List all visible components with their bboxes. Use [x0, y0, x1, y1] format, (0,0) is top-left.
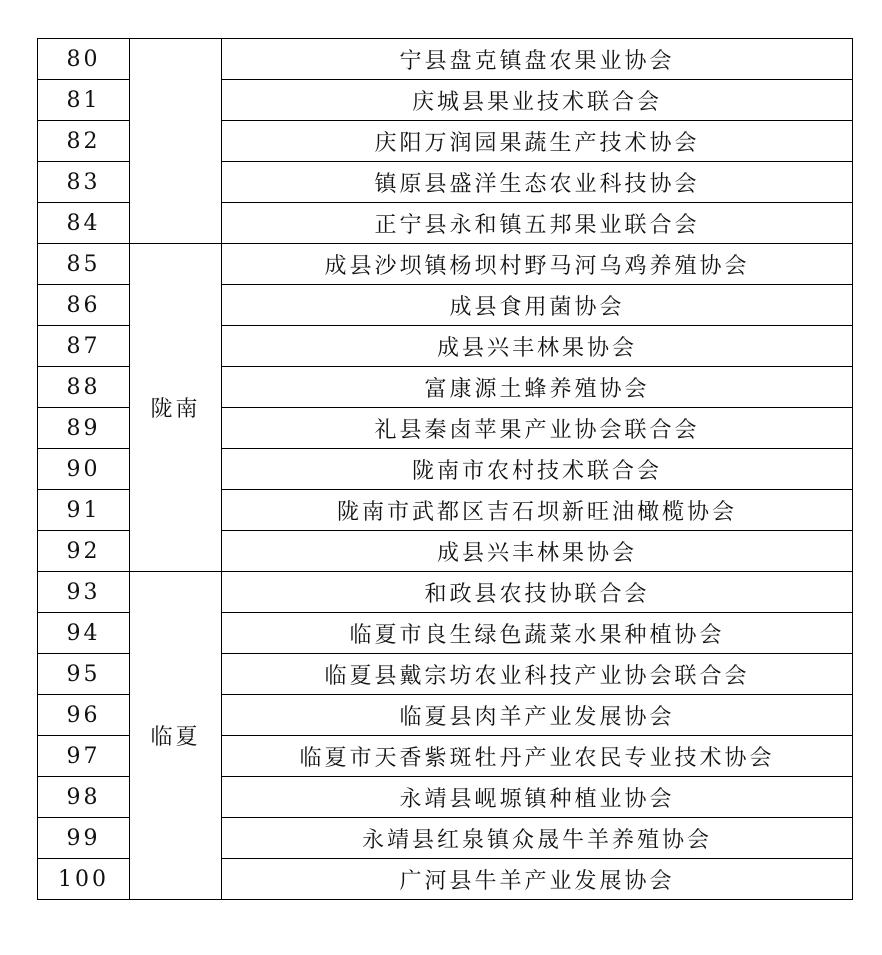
association-name: 陇南市农村技术联合会 [222, 449, 853, 490]
association-name: 宁县盘克镇盘农果业协会 [222, 39, 853, 80]
row-number: 83 [38, 162, 130, 203]
table-row [38, 572, 853, 613]
row-number: 91 [38, 490, 130, 531]
association-name: 正宁县永和镇五邦果业联合会 [222, 203, 853, 244]
row-number: 85 [38, 244, 130, 285]
association-name: 和政县农技协联合会 [222, 572, 853, 613]
row-number: 98 [38, 777, 130, 818]
row-number: 82 [38, 121, 130, 162]
row-number: 88 [38, 367, 130, 408]
row-number: 87 [38, 326, 130, 367]
row-number: 81 [38, 80, 130, 121]
row-number: 89 [38, 408, 130, 449]
region-cell-longnan: 陇南 [130, 244, 222, 572]
region-cell-linxia: 临夏 [130, 572, 222, 900]
association-name: 永靖县红泉镇众晟牛羊养殖协会 [222, 818, 853, 859]
association-name: 庆阳万润园果蔬生产技术协会 [222, 121, 853, 162]
row-number: 100 [38, 859, 130, 900]
row-number: 84 [38, 203, 130, 244]
association-table [37, 38, 853, 900]
association-name: 富康源土蜂养殖协会 [222, 367, 853, 408]
association-name: 临夏市良生绿色蔬菜水果种植协会 [222, 613, 853, 654]
association-name: 成县兴丰林果协会 [222, 531, 853, 572]
association-name: 成县食用菌协会 [222, 285, 853, 326]
association-name: 成县沙坝镇杨坝村野马河乌鸡养殖协会 [222, 244, 853, 285]
row-number: 90 [38, 449, 130, 490]
row-number: 94 [38, 613, 130, 654]
row-number: 80 [38, 39, 130, 80]
association-name: 礼县秦卤苹果产业协会联合会 [222, 408, 853, 449]
row-number: 95 [38, 654, 130, 695]
association-name: 成县兴丰林果协会 [222, 326, 853, 367]
association-name: 临夏市天香紫斑牡丹产业农民专业技术协会 [222, 736, 853, 777]
association-name: 永靖县岘塬镇种植业协会 [222, 777, 853, 818]
association-name: 广河县牛羊产业发展协会 [222, 859, 853, 900]
row-number: 93 [38, 572, 130, 613]
association-name: 庆城县果业技术联合会 [222, 80, 853, 121]
association-name: 临夏县肉羊产业发展协会 [222, 695, 853, 736]
row-number: 86 [38, 285, 130, 326]
association-name: 临夏县戴宗坊农业科技产业协会联合会 [222, 654, 853, 695]
row-number: 99 [38, 818, 130, 859]
row-number: 92 [38, 531, 130, 572]
table-row [38, 244, 853, 285]
row-number: 96 [38, 695, 130, 736]
association-name: 陇南市武都区吉石坝新旺油橄榄协会 [222, 490, 853, 531]
region-cell-qingyang [130, 39, 222, 244]
table-row [38, 39, 853, 80]
association-name: 镇原县盛洋生态农业科技协会 [222, 162, 853, 203]
row-number: 97 [38, 736, 130, 777]
